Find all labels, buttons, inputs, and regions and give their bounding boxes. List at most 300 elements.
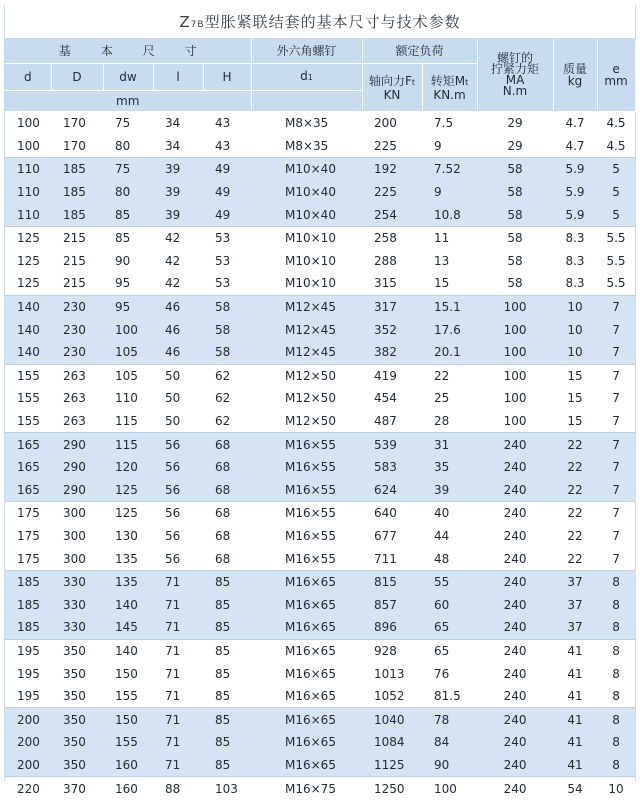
- cell-e: 7: [597, 502, 635, 525]
- cell-q: 41: [553, 708, 597, 731]
- cell-d: 185: [5, 616, 51, 639]
- cell-d: 155: [5, 364, 51, 387]
- cell-F: 711: [362, 547, 422, 570]
- cell-q: 37: [553, 593, 597, 616]
- table-row: [5, 272, 635, 295]
- cell-M: 15.1: [422, 295, 477, 318]
- cell-e: 7: [597, 547, 635, 570]
- table-title: [5, 4, 635, 39]
- cell-M: 7.52: [422, 158, 477, 181]
- cell-F: 200: [362, 112, 422, 135]
- table-row: [5, 181, 635, 204]
- cell-dw: 125: [103, 502, 153, 525]
- cell-bolt: M16×65: [251, 593, 362, 616]
- cell-d: 165: [5, 456, 51, 479]
- cell-F: 928: [362, 639, 422, 662]
- cell-bolt: M16×65: [251, 708, 362, 731]
- cell-l: 56: [153, 456, 203, 479]
- table-row: [5, 502, 635, 525]
- cell-bolt: M12×50: [251, 410, 362, 433]
- table-row: [5, 639, 635, 662]
- cell-M: 9: [422, 181, 477, 204]
- cell-dw: 150: [103, 662, 153, 685]
- cell-H: 62: [203, 364, 251, 387]
- cell-bolt: M16×65: [251, 639, 362, 662]
- table-row: [5, 433, 635, 456]
- table-row: [5, 708, 635, 731]
- cell-D: 215: [51, 250, 103, 273]
- cell-H: 85: [203, 570, 251, 593]
- cell-l: 42: [153, 226, 203, 249]
- cell-M: 40: [422, 502, 477, 525]
- cell-l: 71: [153, 708, 203, 731]
- cell-F: 317: [362, 295, 422, 318]
- table-row: [5, 250, 635, 273]
- cell-q: 5.9: [553, 181, 597, 204]
- cell-q: 41: [553, 754, 597, 777]
- table-row: [5, 456, 635, 479]
- cell-d: 175: [5, 525, 51, 548]
- cell-d: 175: [5, 502, 51, 525]
- cell-dw: 105: [103, 364, 153, 387]
- cell-M: 55: [422, 570, 477, 593]
- cell-H: 58: [203, 318, 251, 341]
- cell-D: 330: [51, 570, 103, 593]
- table-row: [5, 226, 635, 249]
- cell-H: 53: [203, 250, 251, 273]
- header-dw: dw: [103, 64, 153, 91]
- cell-M: 39: [422, 479, 477, 502]
- cell-MA: 240: [477, 777, 553, 800]
- cell-MA: 58: [477, 272, 553, 295]
- cell-e: 7: [597, 318, 635, 341]
- header-torque: 转矩Mt KN.m: [422, 64, 477, 112]
- cell-MA: 100: [477, 387, 553, 410]
- cell-F: 1013: [362, 662, 422, 685]
- cell-F: 624: [362, 479, 422, 502]
- cell-D: 290: [51, 456, 103, 479]
- cell-F: 315: [362, 272, 422, 295]
- cell-MA: 240: [477, 479, 553, 502]
- cell-e: 5: [597, 181, 635, 204]
- cell-d: 195: [5, 639, 51, 662]
- cell-MA: 240: [477, 685, 553, 708]
- cell-D: 170: [51, 112, 103, 135]
- cell-d: 140: [5, 318, 51, 341]
- cell-F: 1052: [362, 685, 422, 708]
- header-H: H: [203, 64, 251, 91]
- cell-H: 68: [203, 547, 251, 570]
- cell-d: 195: [5, 662, 51, 685]
- cell-bolt: M12×45: [251, 318, 362, 341]
- cell-e: 8: [597, 754, 635, 777]
- cell-l: 50: [153, 410, 203, 433]
- header-mm-unit: mm: [5, 91, 251, 112]
- cell-dw: 80: [103, 135, 153, 158]
- cell-d: 155: [5, 387, 51, 410]
- cell-H: 85: [203, 731, 251, 754]
- table-header: [5, 39, 635, 112]
- cell-D: 230: [51, 318, 103, 341]
- cell-D: 330: [51, 593, 103, 616]
- cell-bolt: M16×65: [251, 616, 362, 639]
- cell-MA: 240: [477, 593, 553, 616]
- cell-bolt: M12×50: [251, 387, 362, 410]
- cell-F: 382: [362, 341, 422, 364]
- cell-q: 41: [553, 662, 597, 685]
- cell-q: 22: [553, 433, 597, 456]
- cell-F: 857: [362, 593, 422, 616]
- cell-H: 49: [203, 203, 251, 226]
- header-blank: [251, 91, 362, 112]
- cell-e: 5.5: [597, 226, 635, 249]
- cell-bolt: M16×55: [251, 502, 362, 525]
- cell-MA: 100: [477, 341, 553, 364]
- cell-l: 71: [153, 616, 203, 639]
- cell-D: 350: [51, 662, 103, 685]
- cell-dw: 140: [103, 593, 153, 616]
- cell-H: 68: [203, 479, 251, 502]
- cell-MA: 58: [477, 226, 553, 249]
- cell-F: 487: [362, 410, 422, 433]
- cell-M: 65: [422, 616, 477, 639]
- header-rated-load: 额定负荷: [362, 39, 477, 64]
- cell-l: 71: [153, 731, 203, 754]
- cell-l: 71: [153, 639, 203, 662]
- header-mass: 质量 kg: [553, 39, 597, 112]
- header-d1: d1: [251, 64, 362, 91]
- cell-l: 34: [153, 135, 203, 158]
- cell-bolt: M10×10: [251, 250, 362, 273]
- header-d: d: [5, 64, 51, 91]
- table-row: [5, 616, 635, 639]
- cell-D: 290: [51, 433, 103, 456]
- header-bolt: 外六角螺钉: [251, 39, 362, 64]
- cell-F: 352: [362, 318, 422, 341]
- table-row: [5, 387, 635, 410]
- cell-e: 7: [597, 456, 635, 479]
- cell-q: 37: [553, 570, 597, 593]
- cell-D: 350: [51, 708, 103, 731]
- cell-e: 5.5: [597, 272, 635, 295]
- cell-dw: 120: [103, 456, 153, 479]
- table-row: [5, 593, 635, 616]
- cell-bolt: M12×45: [251, 341, 362, 364]
- cell-q: 4.7: [553, 135, 597, 158]
- cell-M: 44: [422, 525, 477, 548]
- cell-d: 125: [5, 250, 51, 273]
- cell-dw: 125: [103, 479, 153, 502]
- cell-l: 71: [153, 685, 203, 708]
- cell-q: 15: [553, 410, 597, 433]
- cell-D: 350: [51, 731, 103, 754]
- cell-M: 81.5: [422, 685, 477, 708]
- cell-q: 37: [553, 616, 597, 639]
- header-axial-force: 轴向力Ft KN: [362, 64, 422, 112]
- cell-F: 1084: [362, 731, 422, 754]
- cell-MA: 240: [477, 708, 553, 731]
- table-row: [5, 570, 635, 593]
- cell-l: 56: [153, 433, 203, 456]
- cell-M: 90: [422, 754, 477, 777]
- title-subscript: 7B: [190, 20, 205, 30]
- cell-H: 85: [203, 685, 251, 708]
- cell-D: 350: [51, 639, 103, 662]
- cell-H: 85: [203, 708, 251, 731]
- cell-q: 41: [553, 639, 597, 662]
- cell-D: 290: [51, 479, 103, 502]
- cell-dw: 105: [103, 341, 153, 364]
- cell-D: 215: [51, 226, 103, 249]
- cell-dw: 145: [103, 616, 153, 639]
- cell-M: 84: [422, 731, 477, 754]
- cell-bolt: M16×65: [251, 731, 362, 754]
- cell-bolt: M16×65: [251, 662, 362, 685]
- cell-MA: 58: [477, 181, 553, 204]
- cell-e: 5: [597, 158, 635, 181]
- cell-q: 8.3: [553, 272, 597, 295]
- cell-bolt: M10×10: [251, 226, 362, 249]
- cell-H: 43: [203, 112, 251, 135]
- cell-MA: 240: [477, 731, 553, 754]
- cell-d: 110: [5, 158, 51, 181]
- cell-e: 7: [597, 341, 635, 364]
- cell-d: 110: [5, 181, 51, 204]
- cell-dw: 75: [103, 112, 153, 135]
- cell-e: 7: [597, 479, 635, 502]
- cell-l: 39: [153, 158, 203, 181]
- cell-dw: 80: [103, 181, 153, 204]
- cell-e: 8: [597, 662, 635, 685]
- cell-e: 7: [597, 387, 635, 410]
- cell-dw: 130: [103, 525, 153, 548]
- cell-d: 185: [5, 570, 51, 593]
- cell-MA: 58: [477, 158, 553, 181]
- cell-F: 1125: [362, 754, 422, 777]
- cell-q: 5.9: [553, 158, 597, 181]
- table-row: [5, 731, 635, 754]
- cell-l: 50: [153, 364, 203, 387]
- cell-q: 10: [553, 318, 597, 341]
- cell-D: 300: [51, 547, 103, 570]
- spec-table: [5, 39, 636, 800]
- cell-M: 7.5: [422, 112, 477, 135]
- cell-M: 22: [422, 364, 477, 387]
- cell-q: 15: [553, 364, 597, 387]
- cell-l: 71: [153, 593, 203, 616]
- cell-dw: 95: [103, 295, 153, 318]
- cell-H: 68: [203, 456, 251, 479]
- cell-l: 46: [153, 341, 203, 364]
- cell-F: 288: [362, 250, 422, 273]
- cell-F: 192: [362, 158, 422, 181]
- cell-l: 56: [153, 479, 203, 502]
- cell-F: 1250: [362, 777, 422, 800]
- cell-H: 43: [203, 135, 251, 158]
- cell-q: 22: [553, 547, 597, 570]
- cell-F: 454: [362, 387, 422, 410]
- cell-q: 15: [553, 387, 597, 410]
- cell-D: 185: [51, 158, 103, 181]
- cell-M: 15: [422, 272, 477, 295]
- cell-l: 56: [153, 547, 203, 570]
- cell-F: 677: [362, 525, 422, 548]
- cell-M: 31: [422, 433, 477, 456]
- cell-e: 4.5: [597, 112, 635, 135]
- cell-M: 28: [422, 410, 477, 433]
- cell-l: 50: [153, 387, 203, 410]
- cell-q: 41: [553, 731, 597, 754]
- cell-bolt: M10×40: [251, 203, 362, 226]
- cell-dw: 85: [103, 226, 153, 249]
- cell-M: 9: [422, 135, 477, 158]
- cell-dw: 75: [103, 158, 153, 181]
- cell-bolt: M16×55: [251, 479, 362, 502]
- cell-D: 350: [51, 754, 103, 777]
- cell-M: 20.1: [422, 341, 477, 364]
- cell-MA: 100: [477, 410, 553, 433]
- cell-F: 225: [362, 181, 422, 204]
- cell-M: 76: [422, 662, 477, 685]
- cell-l: 39: [153, 181, 203, 204]
- cell-bolt: M16×65: [251, 754, 362, 777]
- cell-F: 419: [362, 364, 422, 387]
- cell-F: 254: [362, 203, 422, 226]
- cell-M: 13: [422, 250, 477, 273]
- table-row: [5, 479, 635, 502]
- table-row: [5, 158, 635, 181]
- cell-l: 71: [153, 662, 203, 685]
- cell-D: 263: [51, 364, 103, 387]
- header-basic-dimensions: 基本尺寸: [5, 39, 251, 64]
- cell-dw: 150: [103, 708, 153, 731]
- cell-D: 330: [51, 616, 103, 639]
- cell-bolt: M8×35: [251, 112, 362, 135]
- cell-d: 185: [5, 593, 51, 616]
- cell-q: 8.3: [553, 250, 597, 273]
- table-row: [5, 295, 635, 318]
- cell-M: 17.6: [422, 318, 477, 341]
- cell-MA: 58: [477, 250, 553, 273]
- cell-q: 10: [553, 341, 597, 364]
- cell-M: 100: [422, 777, 477, 800]
- cell-D: 370: [51, 777, 103, 800]
- cell-e: 7: [597, 364, 635, 387]
- cell-D: 230: [51, 295, 103, 318]
- cell-l: 56: [153, 502, 203, 525]
- cell-q: 5.9: [553, 203, 597, 226]
- cell-H: 58: [203, 341, 251, 364]
- table-row: [5, 135, 635, 158]
- cell-dw: 95: [103, 272, 153, 295]
- cell-q: 4.7: [553, 112, 597, 135]
- cell-MA: 240: [477, 639, 553, 662]
- cell-q: 22: [553, 502, 597, 525]
- cell-D: 300: [51, 525, 103, 548]
- table-row: [5, 203, 635, 226]
- cell-dw: 115: [103, 410, 153, 433]
- cell-l: 39: [153, 203, 203, 226]
- cell-M: 35: [422, 456, 477, 479]
- table-row: [5, 410, 635, 433]
- cell-F: 896: [362, 616, 422, 639]
- cell-H: 62: [203, 410, 251, 433]
- cell-dw: 155: [103, 731, 153, 754]
- cell-d: 100: [5, 112, 51, 135]
- cell-D: 230: [51, 341, 103, 364]
- cell-d: 125: [5, 272, 51, 295]
- cell-d: 200: [5, 708, 51, 731]
- cell-MA: 29: [477, 112, 553, 135]
- cell-D: 185: [51, 203, 103, 226]
- cell-dw: 110: [103, 387, 153, 410]
- cell-F: 1040: [362, 708, 422, 731]
- cell-l: 71: [153, 754, 203, 777]
- table-body: [5, 112, 635, 800]
- cell-bolt: M16×55: [251, 433, 362, 456]
- cell-MA: 58: [477, 203, 553, 226]
- cell-l: 71: [153, 570, 203, 593]
- cell-e: 8: [597, 685, 635, 708]
- cell-e: 8: [597, 616, 635, 639]
- cell-MA: 240: [477, 616, 553, 639]
- cell-d: 200: [5, 754, 51, 777]
- cell-e: 7: [597, 525, 635, 548]
- cell-e: 4.5: [597, 135, 635, 158]
- cell-M: 65: [422, 639, 477, 662]
- cell-dw: 90: [103, 250, 153, 273]
- cell-e: 7: [597, 433, 635, 456]
- cell-d: 125: [5, 226, 51, 249]
- cell-H: 85: [203, 754, 251, 777]
- cell-F: 539: [362, 433, 422, 456]
- cell-dw: 160: [103, 777, 153, 800]
- cell-bolt: M10×40: [251, 181, 362, 204]
- cell-H: 85: [203, 662, 251, 685]
- cell-l: 46: [153, 295, 203, 318]
- cell-MA: 240: [477, 525, 553, 548]
- cell-D: 350: [51, 685, 103, 708]
- cell-D: 215: [51, 272, 103, 295]
- cell-d: 220: [5, 777, 51, 800]
- cell-d: 140: [5, 341, 51, 364]
- title-letter: Z: [179, 13, 191, 31]
- cell-e: 7: [597, 295, 635, 318]
- cell-bolt: M8×35: [251, 135, 362, 158]
- cell-bolt: M16×55: [251, 456, 362, 479]
- cell-F: 640: [362, 502, 422, 525]
- cell-bolt: M10×40: [251, 158, 362, 181]
- cell-e: 5: [597, 203, 635, 226]
- cell-dw: 100: [103, 318, 153, 341]
- cell-MA: 240: [477, 570, 553, 593]
- cell-MA: 100: [477, 364, 553, 387]
- cell-d: 165: [5, 433, 51, 456]
- cell-MA: 240: [477, 662, 553, 685]
- cell-dw: 140: [103, 639, 153, 662]
- cell-e: 7: [597, 410, 635, 433]
- cell-dw: 135: [103, 570, 153, 593]
- cell-H: 103: [203, 777, 251, 800]
- cell-bolt: M16×65: [251, 570, 362, 593]
- cell-MA: 240: [477, 456, 553, 479]
- cell-F: 583: [362, 456, 422, 479]
- cell-D: 185: [51, 181, 103, 204]
- table-row: [5, 525, 635, 548]
- cell-F: 815: [362, 570, 422, 593]
- cell-d: 175: [5, 547, 51, 570]
- title-text: 型胀紧联结套的基本尺寸与技术参数: [204, 13, 461, 31]
